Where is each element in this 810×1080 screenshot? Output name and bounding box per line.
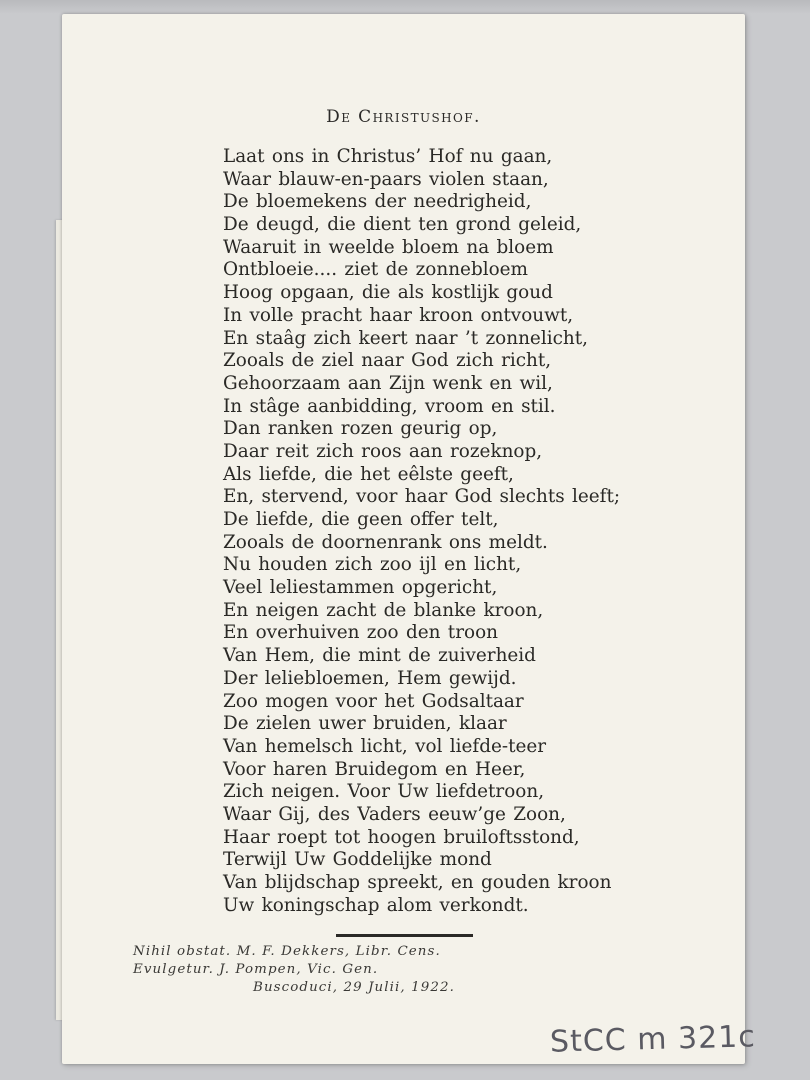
poem-line: Zooals de doornenrank ons meldt. (223, 531, 548, 553)
poem-line: Der leliebloemen, Hem gewijd. (223, 667, 517, 689)
poem-line: De zielen uwer bruiden, klaar (223, 713, 507, 735)
poem-line: Veel leliestammen opgericht, (223, 577, 498, 599)
poem-line: Hoog opgaan, die als kostlijk goud (223, 282, 553, 304)
poem-line: Ontbloeie.... ziet de zonnebloem (223, 259, 528, 281)
poem-line: Zooals de ziel naar God zich richt, (223, 350, 552, 372)
poem-line: De liefde, die geen offer telt, (223, 509, 499, 530)
poem-line: Zich neigen. Voor Uw liefdetroon, (223, 781, 545, 803)
imprimatur-block (133, 943, 553, 997)
poem-line: Van Hem, die mint de zuiverheid (223, 645, 536, 667)
poem-line: Laat ons in Christus’ Hof nu gaan, (223, 146, 553, 167)
poem-line: De bloemekens der needrigheid, (223, 191, 532, 213)
poem-line: In volle pracht haar kroon ontvouwt, (223, 304, 574, 326)
poem-line: Waar blauw-en-paars violen staan, (223, 168, 549, 190)
poem-line: Waar Gij, des Vaders eeuw’ge Zoon, (223, 803, 566, 825)
poem-line: Haar roept tot hoogen bruiloftsstond, (223, 826, 580, 848)
poem-line: En neigen zacht de blanke kroon, (223, 599, 544, 621)
poem-line: Nu houden zich zoo ijl en licht, (223, 554, 522, 576)
imprimatur-date-line: Buscoduci, 29 Julii, 1922. (253, 980, 455, 995)
scan-backdrop (0, 0, 810, 14)
poem-line: Van blijdschap spreekt, en gouden kroon (223, 872, 612, 893)
poem-title: De Christushof. (326, 107, 481, 127)
poem-line: Gehoorzaam aan Zijn wenk en wil, (223, 372, 553, 394)
divider-rule (336, 934, 473, 937)
handwritten-shelfmark: StCC m 321c (549, 1019, 757, 1060)
poem-line: Dan ranken rozen geurig op, (223, 418, 498, 440)
poem-line: Uw koningschap alom verkondt. (223, 894, 529, 916)
poem-line: En, stervend, voor haar God slechts leeft; (223, 486, 621, 508)
poem-line: Als liefde, die het eêlste geeft, (223, 463, 514, 485)
poem-line: En staâg zich keert naar ’t zonnelicht, (223, 327, 588, 349)
poem-line: En overhuiven zoo den troon (223, 622, 498, 644)
poem-line: Daar reit zich roos aan rozeknop, (223, 440, 543, 462)
evulgetur-line: Evulgetur. J. Pompen, Vic. Gen. (133, 962, 379, 977)
poem-line: In stâge aanbidding, vroom en stil. (223, 395, 556, 417)
poem-line: Waaruit in weelde bloem na bloem (223, 236, 554, 258)
poem-line: De deugd, die dient ten grond geleid, (223, 214, 582, 236)
poem-line: Voor haren Bruidegom en Heer, (223, 758, 526, 780)
poem-line: Van hemelsch licht, vol liefde-teer (223, 735, 547, 757)
nihil-obstat-line: Nihil obstat. M. F. Dekkers, Libr. Cens. (133, 944, 441, 959)
poem-line: Zoo mogen voor het Godsaltaar (223, 690, 524, 712)
poem-line: Terwijl Uw Goddelijke mond (223, 849, 492, 871)
poem-body (223, 146, 733, 917)
